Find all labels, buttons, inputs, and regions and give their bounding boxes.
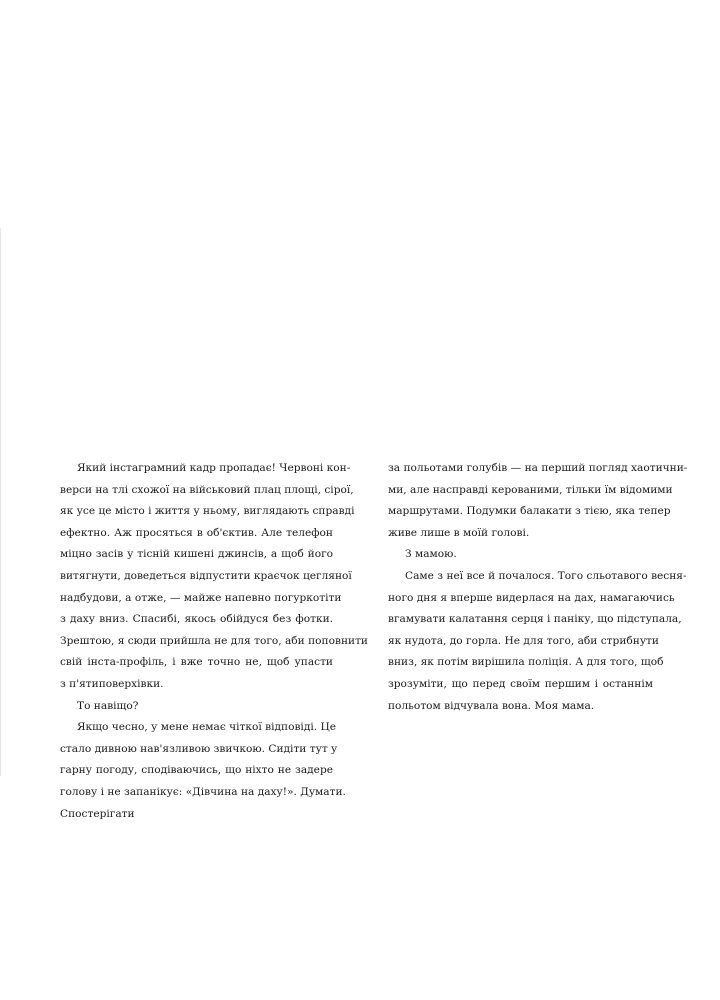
text-line: польотом відчувала вона. Моя мама. — [388, 699, 595, 712]
text-line: з п'ятиповерхівки. — [60, 677, 164, 690]
text-line: міцно засів у тісній кишені джинсів, а щоб його — [60, 548, 333, 561]
text-line: Спостерігати — [60, 807, 135, 820]
left-page-text — [60, 458, 368, 825]
text-line: за польотами голубів — на перший погляд хаотични- — [388, 462, 688, 474]
text-line: Який інстаграмний кадр пропадає! Червоні кон- — [77, 462, 351, 474]
text-line: маршрутами. Подумки балакати з тією, яка тепер — [388, 505, 671, 518]
text-line: голову і не запанікує: «Дівчина на даху!». Думати. — [60, 785, 346, 798]
text-line: Якщо чесно, у мене немає чіткої відповіді. Це — [77, 721, 336, 734]
text-line: витягнути, доведеться відпустити краєчок цегляної — [60, 569, 352, 582]
text-line: Саме з неї все й почалося. Того сльотавого весня- — [405, 569, 687, 582]
text-line: ного дня я вперше видерлася на дах, намагаючись — [388, 591, 675, 604]
text-line: То навіщо? — [77, 699, 139, 712]
text-line: З мамою. — [405, 548, 457, 561]
text-line: гарну погоду, сподіваючись, що ніхто не задере — [60, 764, 333, 777]
text-line: ми, але насправді керованими, тільки їм відомими — [388, 483, 673, 496]
text-line: з даху вниз. Спасибі, якось обійдуся без фотки. — [60, 613, 333, 626]
right-page-text — [388, 458, 688, 717]
text-line: надбудови, а отже, — майже напевно погуркотіти — [60, 591, 342, 604]
text-line: свій інста-профіль, і вже точно не, щоб упасти — [60, 656, 333, 669]
text-line: вгамувати калатання серця і паніку, що підступала, — [388, 613, 682, 626]
text-line: як усе це місто і життя у ньому, виглядають справді — [60, 505, 355, 518]
text-line: стало дивною нав'язливою звичкою. Сидіти тут у — [60, 742, 338, 755]
text-line: як нудота, до горла. Не для того, аби стрибнути — [388, 634, 659, 647]
text-line: живе лише в моїй голові. — [388, 526, 530, 539]
text-line: вниз, як потім вирішила поліція. А для того, щоб — [388, 656, 664, 669]
text-line: ефектно. Аж просяться в об'єктив. Але телефон — [60, 526, 333, 539]
text-line: зрозуміти, що перед своїм першим і останнім — [388, 677, 653, 690]
text-line: Зрештою, я сюди прийшла не для того, аби поповнити — [60, 634, 368, 647]
text-line: верси на тлі схожої на військовий плац площі, сірої, — [60, 483, 354, 496]
page-edge-divider — [0, 228, 1, 776]
